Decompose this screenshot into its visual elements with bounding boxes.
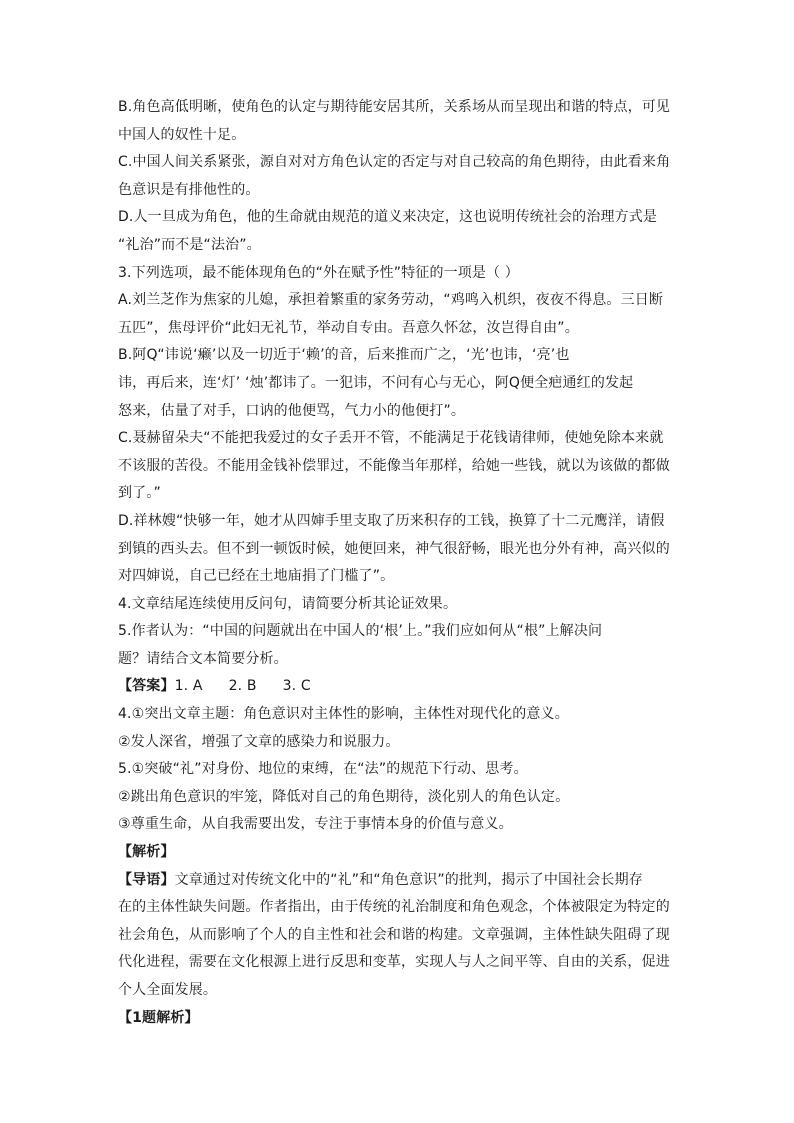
question-5-line-1: 5.作者认为：“中国的问题就出在中国人的‘根’上。”我们应如何从“根”上解决问	[118, 623, 603, 640]
q3-option-c-line-2: 不该服的苦役。不能用金钱补偿罪过，不能像当年那样，给她一些钱，就以为该做的都做	[118, 457, 670, 474]
q3-option-a-line-1: A.刘兰芝作为焦家的儿媳，承担着繁重的家务劳动，“鸡鸣入机织，夜夜不得息。三日断	[118, 292, 664, 309]
q3-option-b-line-1: B.阿Q“讳说‘癞’以及一切近于‘赖’的音，后来推而广之，‘光’也讳，‘亮’也	[118, 347, 570, 364]
answer-4-point-2: ②发人深省，增强了文章的感染力和说服力。	[118, 733, 400, 750]
answer-4-point-1: 4.①突出文章主题：角色意识对主体性的影响，主体性对现代化的意义。	[118, 706, 569, 723]
guide-line-1	[118, 867, 678, 895]
q3-option-b-line-3: 怒来，估量了对手，口讷的他便骂，气力小的他便打”。	[118, 402, 466, 419]
guide-line-2: 在的主体性缺失问题。作者指出，由于传统的礼治制度和角色观念，个体被限定为特定的	[118, 899, 670, 916]
analysis-heading: 【解析】	[118, 844, 175, 861]
guide-text-1: 文章通过对传统文化中的“礼”和“角色意识”的批判，揭示了中国社会长期存	[174, 871, 643, 888]
option-b-line-2: 中国人的奴性十足。	[118, 126, 246, 143]
option-b-line-1: B.角色高低明晰，使角色的认定与期待能安居其所，关系场从而呈现出和谐的特点，可见	[118, 99, 671, 115]
answer-5-point-1: 5.①突破“礼”对身份、地位的束缚，在“法”的规范下行动、思考。	[118, 761, 528, 778]
answer-item-3: 3. C	[282, 678, 311, 695]
guide-line-4: 代化进程，需要在文化根源上进行反思和变革，实现人与人之间平等、自由的关系，促进	[118, 954, 670, 971]
q3-option-c-line-1: C.聂赫留朵夫“不能把我爱过的女子丢开不管，不能满足于花钱请律师，使她免除本来就	[118, 430, 664, 447]
answer-item-1: 1. A	[174, 678, 203, 695]
q3-option-c-line-3: 到了。”	[118, 485, 161, 502]
document-page	[118, 94, 678, 1032]
option-d-line-2: “礼治”而不是“法治”。	[118, 236, 261, 253]
q1-analysis-heading: 【1题解析】	[118, 1009, 199, 1026]
option-c-line-2: 色意识是有排他性的。	[118, 181, 260, 198]
answer-5-point-3: ③尊重生命，从自我需要出发，专注于事情本身的价值与意义。	[118, 816, 513, 833]
question-3: 3.下列选项，最不能体现角色的“外在赋予性”特征的一项是（ ）	[118, 264, 519, 281]
guide-label: 【导语】	[118, 871, 175, 888]
answer-5-point-2: ②跳出角色意识的牢笼，降低对自己的角色期待，淡化别人的角色认定。	[118, 788, 570, 805]
option-c-line-1: C.中国人间关系紧张，源自对对方角色认定的否定与对自己较高的角色期待，由此看来角	[118, 154, 671, 171]
q3-option-b-line-2: 讳，再后来，连‘灯’ ‘烛’都讳了。一犯讳，不问有心与无心，阿Q便全疤通红的发起	[118, 374, 634, 391]
answer-line	[118, 673, 678, 701]
question-5-line-2: 题？请结合文本简要分析。	[118, 650, 288, 667]
question-4: 4.文章结尾连续使用反问句，请简要分析其论证效果。	[118, 595, 458, 612]
q3-option-d-line-3: 对四婶说，自己已经在土地庙捐了门槛了”。	[118, 568, 395, 585]
q3-option-a-line-2: 五匹”，焦母评价“此妇无礼节，举动自专由。吾意久怀忿，汝岂得自由”。	[118, 319, 579, 336]
answer-item-2: 2. B	[228, 678, 257, 695]
q3-option-d-line-1: D.祥林嫂“快够一年，她才从四婶手里支取了历来积存的工钱，换算了十二元鹰洋，请假	[118, 512, 665, 529]
q3-option-d-line-2: 到镇的西头去。但不到一顿饭时候，她便回来，神气很舒畅，眼光也分外有神，高兴似的	[118, 540, 670, 557]
guide-line-5: 个人全面发展。	[118, 982, 218, 998]
answer-label: 【答案】	[118, 678, 175, 695]
option-d-line-1: D.人一旦成为角色，他的生命就由规范的道义来决定，这也说明传统社会的治理方式是	[118, 209, 658, 226]
guide-line-3: 社会角色，从而影响了个人的自主性和社会和谐的构建。文章强调，主体性缺失阻碍了现	[118, 926, 670, 943]
